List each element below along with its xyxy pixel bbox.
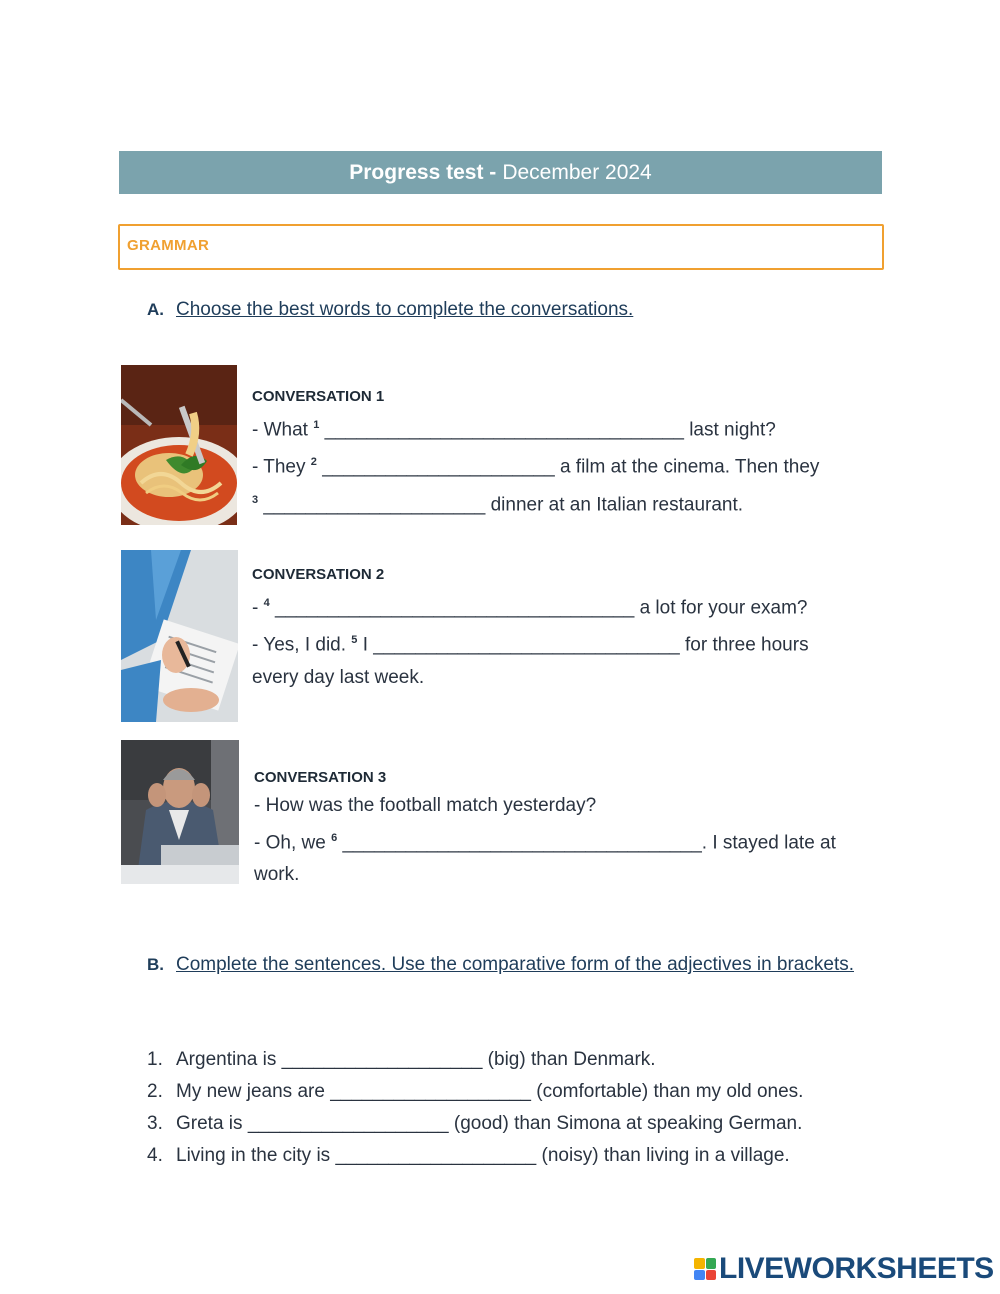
sentence-item: 3. Greta is ___________________ (good) than Simona at speaking German.	[147, 1113, 803, 1134]
task-a-instruction: Choose the best words to complete the conversations.	[176, 299, 634, 320]
title-date: December 2024	[502, 160, 652, 184]
conversation-line: every day last week.	[252, 666, 425, 688]
conversation-line: - Oh, we $^6$ __________________________________. I stayed late at	[254, 832, 836, 854]
answer-blank[interactable]: ___________________	[281, 1049, 483, 1070]
studying-photo	[121, 550, 238, 722]
title-bold: Progress test -	[349, 160, 497, 184]
sentence-list	[147, 1044, 907, 1172]
stressed-man-photo	[121, 740, 239, 884]
conversation-line: - Yes, I did. $^5$ I _____________________________ for three hours	[252, 634, 809, 656]
task-b-instruction: Complete the sentences. Use the comparative form of the adjectives in brackets.	[176, 954, 854, 975]
sentence-item: 4. Living in the city is ___________________ (noisy) than living in a village.	[147, 1145, 790, 1166]
sentence-item: 2. My new jeans are ___________________ (comfortable) than my old ones.	[147, 1081, 804, 1102]
conversation-line: - They $^2$ ______________________ a film at the cinema. Then they	[252, 456, 820, 478]
section-label: GRAMMAR	[127, 237, 210, 254]
conversation-line: - $^4$ __________________________________ a lot for your exam?	[252, 597, 808, 619]
answer-blank[interactable]: _____________________	[263, 493, 486, 515]
conversation-heading: CONVERSATION 1	[252, 388, 385, 405]
conversation-3	[254, 768, 836, 891]
conversation-line: $^3$ _____________________ dinner at an Italian restaurant.	[252, 493, 744, 515]
answer-blank[interactable]: __________________________________	[324, 419, 684, 441]
answer-blank[interactable]: ___________________	[335, 1145, 537, 1166]
logo-mark-icon	[694, 1258, 716, 1280]
liveworksheets-logo[interactable]	[694, 1254, 994, 1284]
conversation-heading: CONVERSATION 3	[254, 769, 387, 786]
answer-blank[interactable]: _____________________________	[373, 634, 680, 656]
task-b-letter: B.	[147, 955, 164, 974]
spaghetti-photo	[121, 365, 237, 525]
answer-blank[interactable]: __________________________________	[342, 832, 702, 854]
logo-text: LIVEWORKSHEETS	[719, 1252, 994, 1285]
conversation-heading: CONVERSATION 2	[252, 566, 385, 583]
answer-blank[interactable]: ___________________	[247, 1113, 449, 1134]
conversation-1	[252, 387, 819, 521]
title-bar	[119, 151, 882, 194]
answer-blank[interactable]: __________________________________	[275, 597, 635, 619]
answer-blank[interactable]: ___________________	[330, 1081, 531, 1102]
conversation-line: - How was the football match yesterday?	[254, 795, 597, 816]
task-a-letter: A.	[147, 300, 164, 319]
task-b	[147, 949, 867, 981]
conversation-line: - What $^1$ __________________________________ last night?	[252, 419, 776, 441]
section-box	[118, 224, 884, 270]
conversation-line: work.	[254, 864, 300, 886]
answer-blank[interactable]: ______________________	[322, 456, 555, 478]
conversation-2	[252, 565, 809, 694]
task-a	[147, 299, 633, 321]
sentence-item: 1. Argentina is ___________________ (big) than Denmark.	[147, 1049, 656, 1070]
